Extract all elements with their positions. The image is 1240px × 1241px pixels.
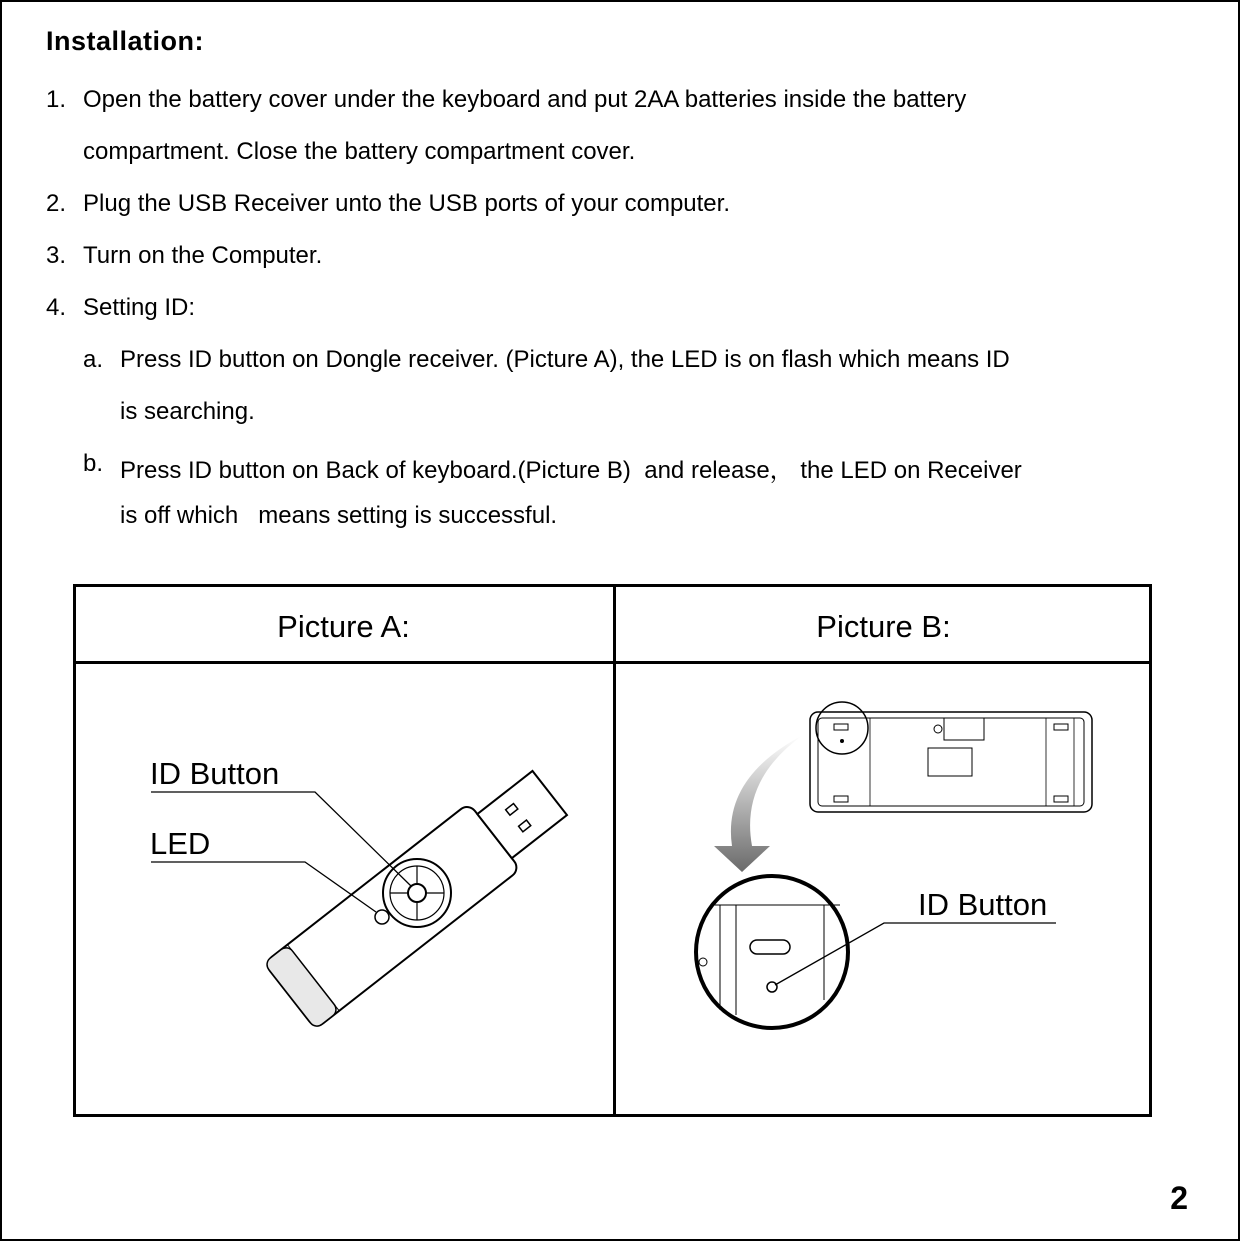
substep-text: Press ID button on Dongle receiver. (Picture A), the LED is on flash which means ID xyxy=(120,346,1010,373)
step-text: Turn on the Computer. xyxy=(83,242,323,269)
table-column-divider xyxy=(613,587,616,1114)
step-number: 4. xyxy=(46,294,67,321)
picture-b-title: Picture B: xyxy=(816,609,951,644)
table-row-divider xyxy=(76,661,1149,664)
picture-b-id-button-label: ID Button xyxy=(918,887,1048,922)
substep-text: is off which means setting is successful. xyxy=(120,502,558,529)
step-number: 3. xyxy=(46,242,67,269)
picture-a-id-button-label: ID Button xyxy=(150,756,280,791)
substep-letter: b. xyxy=(83,450,104,477)
page-heading: Installation: xyxy=(46,26,205,56)
step-number: 2. xyxy=(46,190,67,217)
step-text: compartment. Close the battery compartment cover. xyxy=(83,138,636,165)
pictures-table xyxy=(73,584,1152,1117)
step-text: Plug the USB Receiver unto the USB ports of your computer. xyxy=(83,190,730,217)
substep-letter: a. xyxy=(83,346,104,373)
step-text: Open the battery cover under the keyboard and put 2AA batteries inside the battery xyxy=(83,86,967,113)
picture-a-led-label: LED xyxy=(150,826,211,861)
step-text: Setting ID: xyxy=(83,294,196,321)
picture-a-title: Picture A: xyxy=(277,609,410,644)
substep-text: Press ID button on Back of keyboard.(Picture B) and release， the LED on Receiver xyxy=(120,457,1022,484)
substep-text: is searching. xyxy=(120,398,255,425)
page-number: 2 xyxy=(1170,1180,1188,1216)
step-number: 1. xyxy=(46,86,67,113)
